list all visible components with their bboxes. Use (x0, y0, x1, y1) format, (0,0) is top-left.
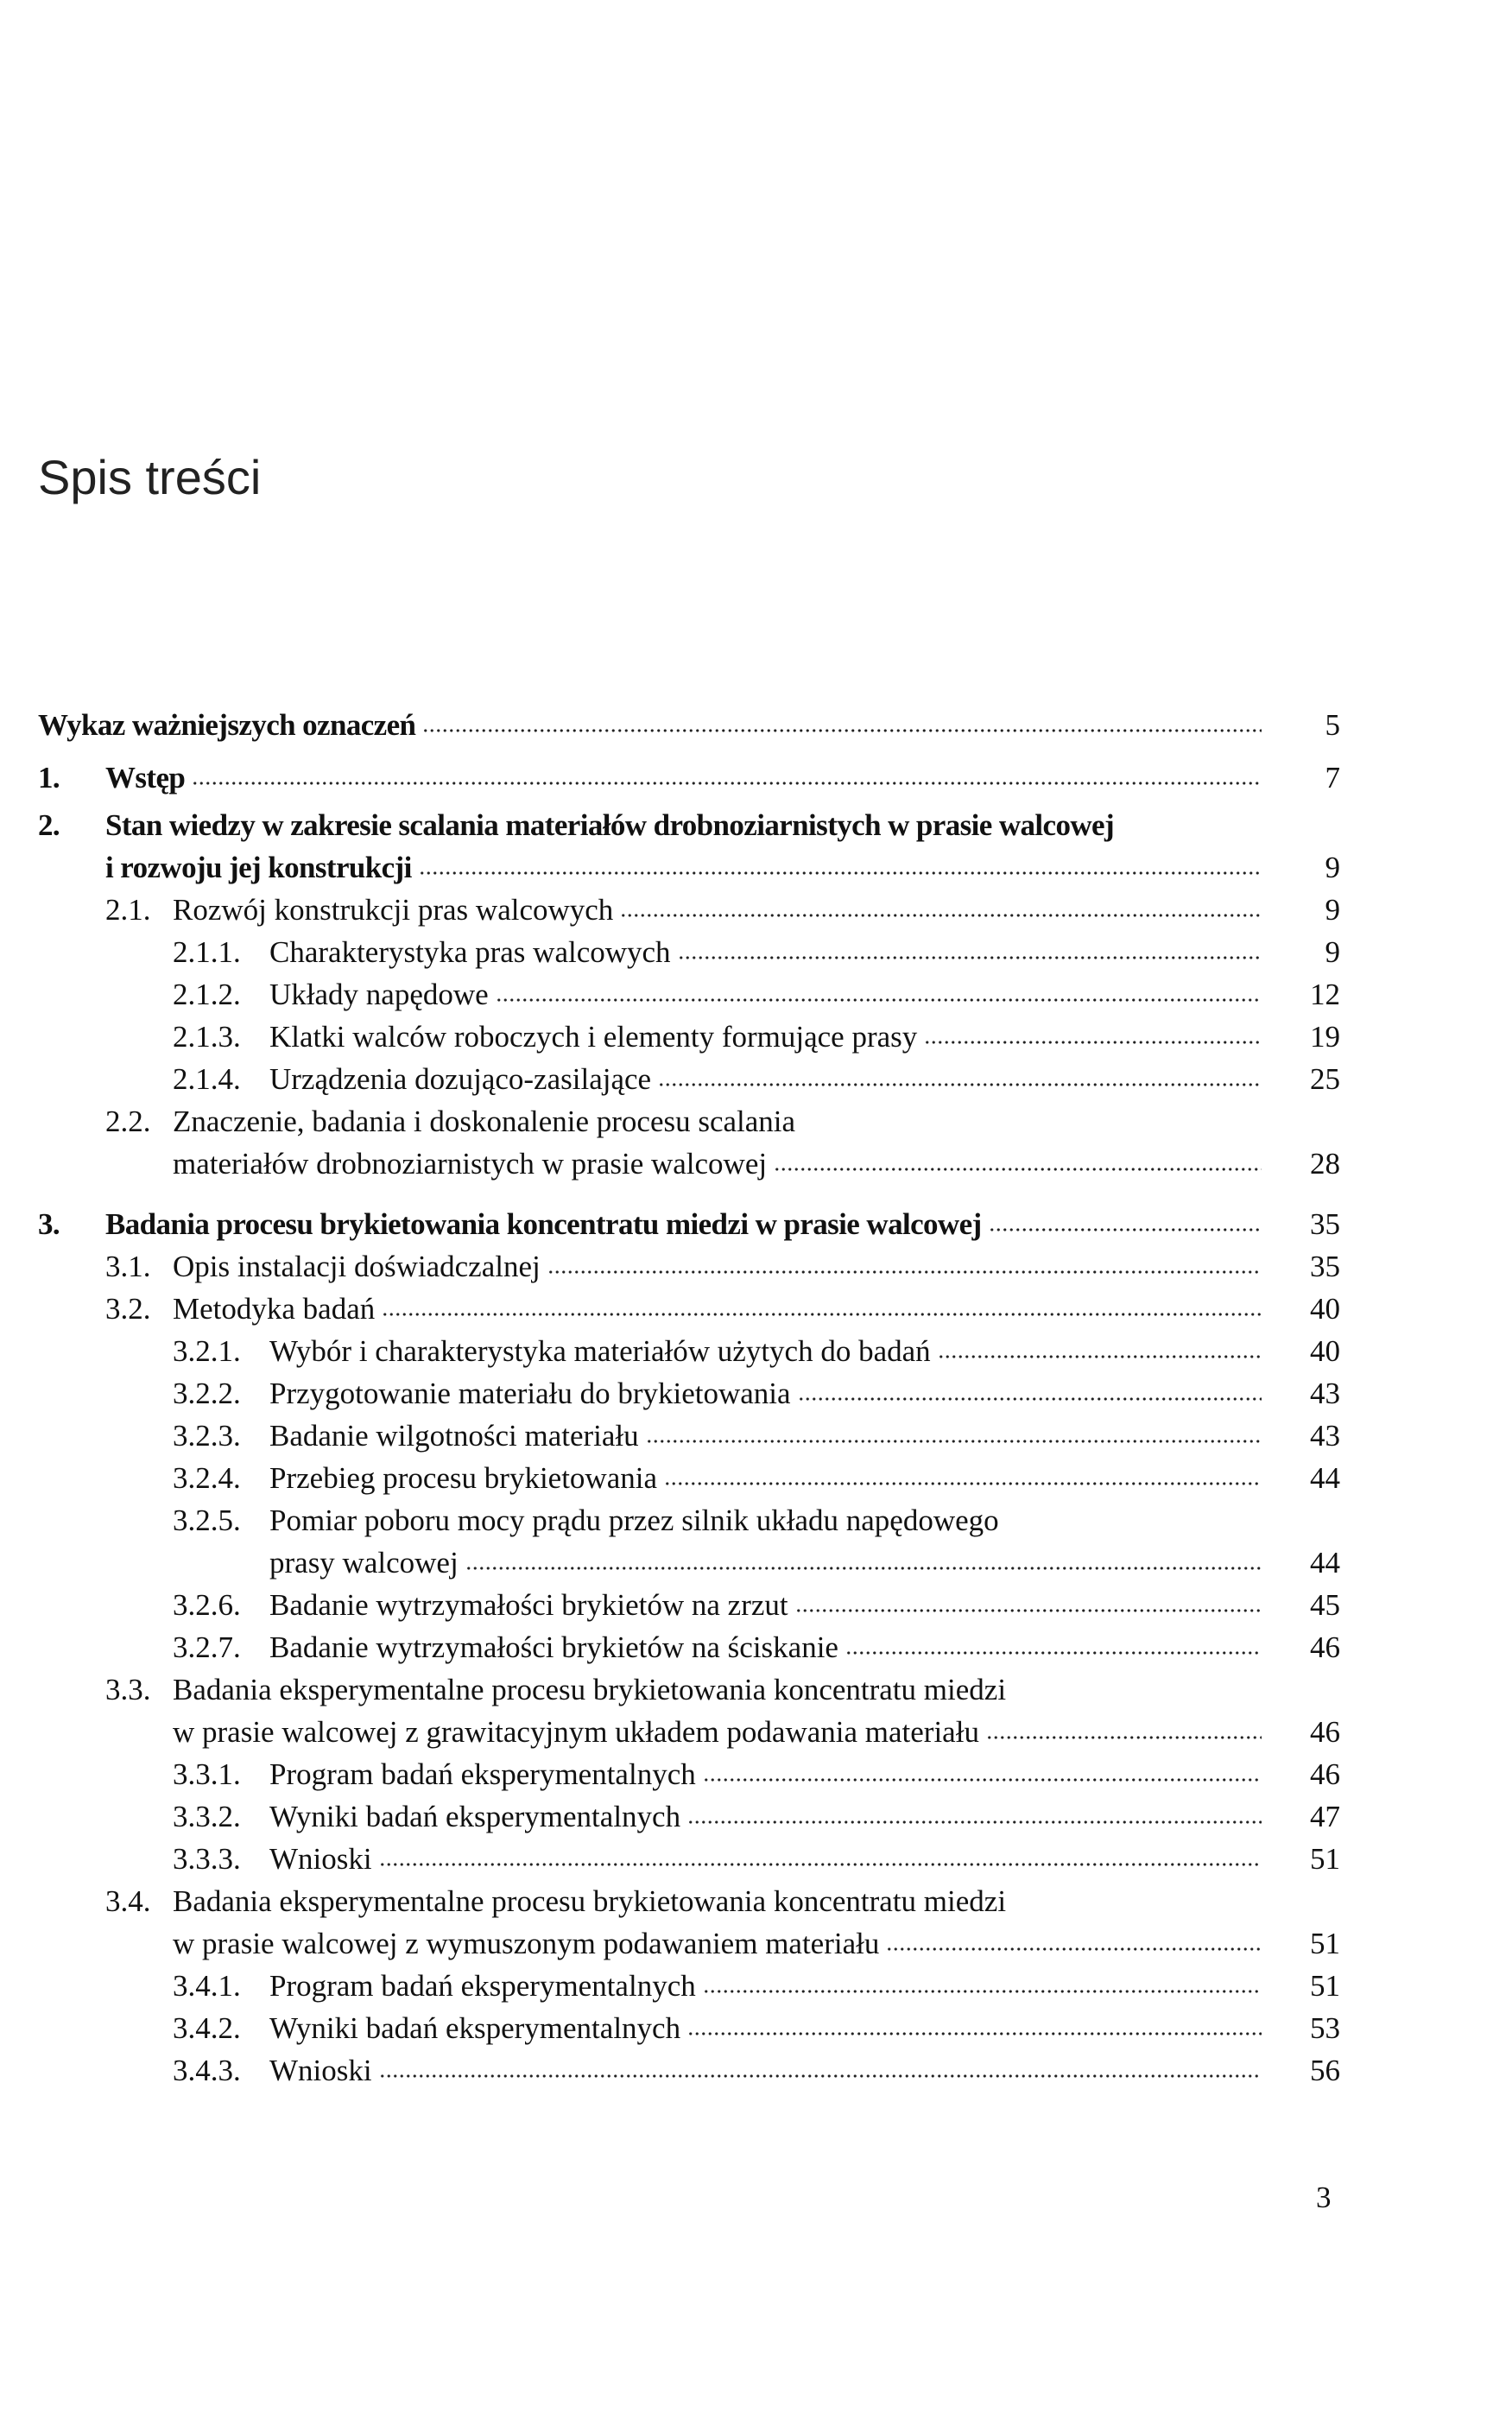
entry-title: Wybór i charakterystyka materiałów użytych do badań (269, 1334, 931, 1368)
page-title: Spis treści (38, 450, 262, 504)
entry-title: Metodyka badań (173, 1292, 376, 1326)
dot-leader (379, 1860, 1262, 1869)
entry-page: 35 (1310, 1207, 1340, 1241)
entry-page: 43 (1310, 1377, 1340, 1410)
entry-title: Program badań eksperymentalnych (269, 1757, 696, 1791)
toc-entry (38, 1965, 1340, 2007)
toc-entry (38, 1584, 1340, 1626)
entry-number: 3.2.7. (173, 1630, 241, 1664)
dot-leader (845, 1649, 1262, 1657)
entry-title: w prasie walcowej z wymuszonym podawaniem materiału (173, 1927, 880, 1960)
entry-number: 3.2.4. (173, 1461, 241, 1495)
entry-page: 46 (1310, 1630, 1340, 1664)
toc-entry (38, 1415, 1340, 1457)
dot-leader (687, 1818, 1262, 1826)
toc-entry (38, 2007, 1340, 2049)
entry-title: Znaczenie, badania i doskonalenie procesu scalania (173, 1105, 796, 1138)
dot-leader (646, 1437, 1262, 1446)
entry-title: Charakterystyka pras walcowych (269, 935, 671, 969)
toc-entry (38, 1668, 1340, 1711)
dot-leader (382, 1310, 1262, 1319)
entry-page: 40 (1310, 1334, 1340, 1368)
entry-number: 3.1. (105, 1250, 151, 1283)
toc-entry (38, 931, 1340, 973)
dot-leader (658, 1080, 1262, 1089)
entry-page: 28 (1310, 1147, 1340, 1181)
entry-title: prasy walcowej (269, 1546, 459, 1580)
entry-number: 3.4.2. (173, 2011, 241, 2045)
toc-entry (38, 1880, 1340, 1922)
page-number: 3 (1316, 2181, 1332, 2214)
entry-title: Układy napędowe (269, 978, 489, 1011)
entry-number: 3. (38, 1207, 60, 1241)
entry-title: Wyniki badań eksperymentalnych (269, 2011, 681, 2045)
toc-entry (38, 1143, 1340, 1185)
entry-number: 3.3.1. (173, 1757, 241, 1791)
entry-title: Przygotowanie materiału do brykietowania (269, 1377, 791, 1410)
toc-entry (38, 1016, 1340, 1058)
dot-leader (798, 1395, 1262, 1403)
toc-entry (38, 1795, 1340, 1838)
entry-number: 2.1.4. (173, 1062, 241, 1096)
entry-title: Badanie wilgotności materiału (269, 1419, 639, 1453)
entry-page: 47 (1310, 1800, 1340, 1833)
entry-title: Wnioski (269, 1842, 372, 1876)
dot-leader (938, 1352, 1262, 1361)
entry-page: 44 (1310, 1461, 1340, 1495)
entry-page: 25 (1310, 1062, 1340, 1096)
entry-number: 1. (38, 761, 60, 795)
entry-title: materiałów drobnoziarnistych w prasie walcowej (173, 1147, 768, 1181)
toc-entry (38, 846, 1340, 889)
dot-leader (703, 1987, 1262, 1996)
entry-page: 51 (1310, 1969, 1340, 2003)
toc-entry (38, 973, 1340, 1016)
dot-leader (192, 779, 1262, 788)
toc-entry (38, 1542, 1340, 1584)
toc-entry (38, 1838, 1340, 1880)
dot-leader (496, 996, 1262, 1004)
entry-number: 3.2.2. (173, 1377, 241, 1410)
toc-entry (38, 1457, 1340, 1499)
entry-page: 7 (1325, 761, 1340, 795)
entry-title: Badanie wytrzymałości brykietów na ściskanie (269, 1630, 838, 1664)
dot-leader (795, 1606, 1262, 1615)
dot-leader (989, 1225, 1262, 1234)
entry-page: 53 (1310, 2011, 1340, 2045)
entry-page: 9 (1325, 893, 1340, 927)
entry-title: Wyniki badań eksperymentalnych (269, 1800, 681, 1833)
entry-number: 3.3.3. (173, 1842, 241, 1876)
entry-page: 43 (1310, 1419, 1340, 1453)
entry-number: 3.4. (105, 1884, 151, 1918)
entry-number: 3.2.5. (173, 1504, 241, 1537)
table-of-contents (38, 704, 1340, 2092)
entry-title: Pomiar poboru mocy prądu przez silnik układu napędowego (269, 1504, 999, 1537)
toc-entry (38, 889, 1340, 931)
entry-number: 2.1. (105, 893, 151, 927)
dot-leader (664, 1479, 1262, 1488)
toc-entry (38, 1372, 1340, 1415)
entry-title: Rozwój konstrukcji pras walcowych (173, 893, 614, 927)
entry-title: Urządzenia dozująco-zasilające (269, 1062, 652, 1096)
entry-title: Wstęp (105, 761, 186, 795)
entry-title: Przebieg procesu brykietowania (269, 1461, 658, 1495)
entry-page: 56 (1310, 2054, 1340, 2087)
toc-entry (38, 1753, 1340, 1795)
entry-number: 2.1.3. (173, 1020, 241, 1054)
entry-title: i rozwoju jej konstrukcji (105, 851, 412, 884)
entry-title: Wnioski (269, 2054, 372, 2087)
entry-title: Badanie wytrzymałości brykietów na zrzut (269, 1588, 788, 1622)
dot-leader (678, 953, 1262, 962)
entry-number: 3.2.1. (173, 1334, 241, 1368)
entry-page: 44 (1310, 1546, 1340, 1580)
dot-leader (419, 869, 1262, 877)
entry-page: 46 (1310, 1757, 1340, 1791)
entry-page: 12 (1310, 978, 1340, 1011)
entry-number: 2.1.1. (173, 935, 241, 969)
dot-leader (547, 1268, 1262, 1276)
entry-page: 19 (1310, 1020, 1340, 1054)
entry-number: 3.2. (105, 1292, 151, 1326)
entry-number: 3.3.2. (173, 1800, 241, 1833)
entry-number: 3.3. (105, 1673, 151, 1706)
entry-title: Program badań eksperymentalnych (269, 1969, 696, 2003)
toc-entry (38, 1330, 1340, 1372)
entry-number: 2. (38, 808, 60, 842)
entry-page: 40 (1310, 1292, 1340, 1326)
dot-leader (886, 1945, 1262, 1953)
entry-title: Badania procesu brykietowania koncentratu miedzi w prasie walcowej (105, 1207, 982, 1241)
entry-number: 3.4.3. (173, 2054, 241, 2087)
entry-title: Wykaz ważniejszych oznaczeń (38, 708, 416, 742)
dot-leader (379, 2072, 1262, 2080)
dot-leader (703, 1776, 1262, 1784)
toc-entry (38, 704, 1340, 746)
dot-leader (687, 2029, 1262, 2038)
toc-entry (38, 2049, 1340, 2092)
entry-page: 51 (1310, 1927, 1340, 1960)
entry-page: 46 (1310, 1715, 1340, 1749)
toc-entry (38, 804, 1340, 846)
entry-page: 51 (1310, 1842, 1340, 1876)
toc-entry (38, 1711, 1340, 1753)
toc-entry (38, 1100, 1340, 1143)
entry-title: w prasie walcowej z grawitacyjnym układem podawania materiału (173, 1715, 979, 1749)
toc-entry (38, 1922, 1340, 1965)
entry-number: 3.2.3. (173, 1419, 241, 1453)
entry-title: Opis instalacji doświadczalnej (173, 1250, 541, 1283)
toc-entry (38, 1245, 1340, 1288)
toc-entry (38, 1499, 1340, 1542)
toc-entry (38, 757, 1340, 799)
toc-entry (38, 1626, 1340, 1668)
entry-page: 45 (1310, 1588, 1340, 1622)
entry-number: 2.1.2. (173, 978, 241, 1011)
entry-title: Klatki walców roboczych i elementy formujące prasy (269, 1020, 918, 1054)
entry-number: 2.2. (105, 1105, 151, 1138)
dot-leader (620, 911, 1262, 920)
entry-title: Stan wiedzy w zakresie scalania materiałów drobnoziarnistych w prasie walcowej (105, 808, 1115, 842)
entry-page: 35 (1310, 1250, 1340, 1283)
dot-leader (422, 726, 1262, 735)
entry-title: Badania eksperymentalne procesu brykietowania koncentratu miedzi (173, 1884, 1007, 1918)
toc-entry (38, 1058, 1340, 1100)
entry-page: 9 (1325, 935, 1340, 969)
dot-leader (774, 1165, 1262, 1174)
entry-page: 9 (1325, 851, 1340, 884)
entry-title: Badania eksperymentalne procesu brykietowania koncentratu miedzi (173, 1673, 1007, 1706)
dot-leader (924, 1038, 1262, 1047)
dot-leader (465, 1564, 1262, 1573)
dot-leader (986, 1733, 1262, 1742)
toc-entry (38, 1288, 1340, 1330)
entry-page: 5 (1325, 708, 1340, 742)
entry-number: 3.2.6. (173, 1588, 241, 1622)
entry-number: 3.4.1. (173, 1969, 241, 2003)
toc-entry (38, 1203, 1340, 1245)
